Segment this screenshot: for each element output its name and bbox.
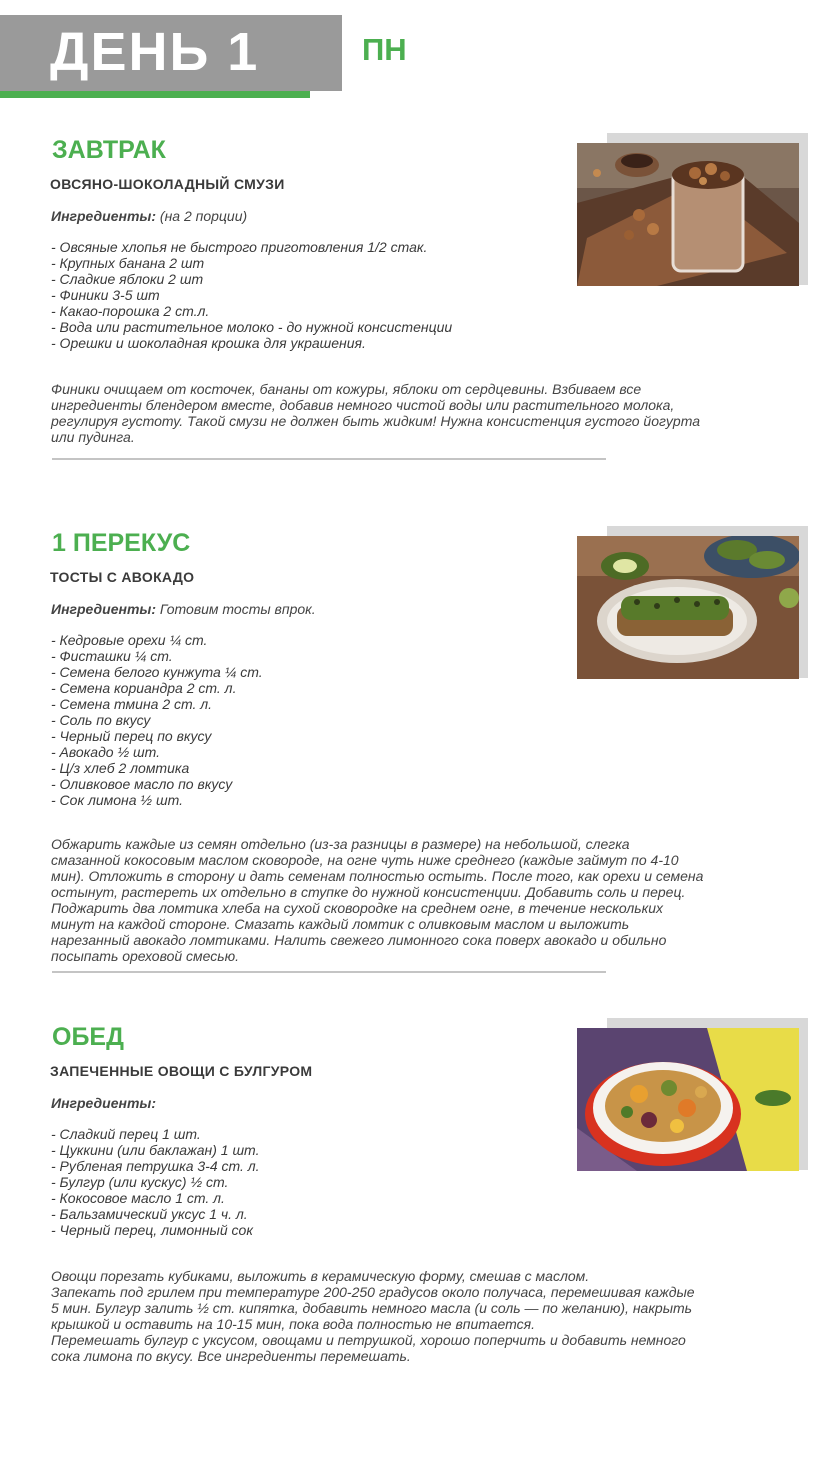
ingredient-item: - Кокосовое масло 1 ст. л.: [51, 1190, 225, 1206]
section-divider: [52, 971, 606, 973]
meal-title: ЗАВТРАК: [52, 136, 166, 164]
instruction-line: крышкой и оставить на 10-15 мин, пока вода полностью не впитается.: [51, 1316, 536, 1332]
instruction-line: Обжарить каждые из семян отдельно (из-за разницы в размере) на небольшой, слегка: [51, 836, 630, 852]
instruction-line: мин). Отложить в сторону и дать семенам полностью остыть. После того, как орехи и семена: [51, 868, 704, 884]
section-divider: [52, 458, 606, 460]
smoothie-photo: [577, 143, 808, 297]
instruction-line: Овощи порезать кубиками, выложить в керамическую форму, смешав с маслом.: [51, 1268, 590, 1284]
instructions: [51, 836, 811, 964]
avocado-toast-photo: [577, 536, 808, 690]
bulgur-vegetables-image: [577, 1028, 799, 1171]
instructions: [51, 381, 811, 445]
ingredients-list: [51, 632, 263, 808]
ingredient-item: - Соль по вкусу: [51, 712, 151, 728]
instructions: [51, 1268, 811, 1364]
ingredient-item: - Крупных банана 2 шт: [51, 255, 205, 271]
ingredient-item: - Сладкие яблоки 2 шт: [51, 271, 204, 287]
instruction-line: нарезанный авокадо ломтиками. Налить свежего лимонного сока поверх авокадо и обильно: [51, 932, 667, 948]
ingredient-item: - Булгур (или кускус) ½ ст.: [51, 1174, 229, 1190]
ingredient-item: - Семена тмина 2 ст. л.: [51, 696, 213, 712]
instruction-line: Финики очищаем от косточек, бананы от кожуры, яблоки от сердцевины. Взбиваем все: [51, 381, 642, 397]
ingredient-item: - Черный перец, лимонный сок: [51, 1222, 253, 1238]
instruction-line: 5 мин. Булгур залить ½ ст. кипятка, добавить немного масла (и соль — по желанию), накрыть: [51, 1300, 693, 1316]
ingredient-item: - Кедровые орехи ¼ ст.: [51, 632, 208, 648]
ingredient-item: - Рубленая петрушка 3-4 ст. л.: [51, 1158, 260, 1174]
instruction-line: Перемешать булгур с уксусом, овощами и петрушкой, хорошо поперчить и добавить немного: [51, 1332, 686, 1348]
ingredient-item: - Черный перец по вкусу: [51, 728, 212, 744]
instruction-line: ингредиенты блендером вместе, добавив немного чистой воды или растительного молока,: [51, 397, 675, 413]
ingredient-item: - Финики 3-5 шт: [51, 287, 160, 303]
dish-title: ТОСТЫ С АВОКАДО: [50, 569, 195, 585]
ingredient-item: - Какао-порошка 2 ст.л.: [51, 303, 210, 319]
day-green-bar: [0, 91, 310, 98]
ingredient-item: - Семена кориандра 2 ст. л.: [51, 680, 237, 696]
dish-title: ЗАПЕЧЕННЫЕ ОВОЩИ С БУЛГУРОМ: [50, 1063, 313, 1079]
day-title: ДЕНЬ 1: [50, 22, 260, 82]
instruction-line: смазанной кокосовым маслом сковороде, на огне чуть ниже среднего (каждые займут по 4-10: [51, 852, 679, 868]
ingredient-item: - Оливковое масло по вкусу: [51, 776, 233, 792]
instruction-line: посыпать ореховой смесью.: [51, 948, 240, 964]
meal-title: ОБЕД: [52, 1023, 124, 1051]
ingredient-item: - Ц/з хлеб 2 ломтика: [51, 760, 190, 776]
ingredient-item: - Вода или растительное молоко - до нужной консистенции: [51, 319, 453, 335]
ingredients-heading: Ингредиенты: Готовим тосты впрок.: [51, 601, 316, 617]
instruction-line: или пудинга.: [51, 429, 135, 445]
ingredient-item: - Сладкий перец 1 шт.: [51, 1126, 201, 1142]
ingredients-list: [51, 1126, 260, 1238]
instruction-line: регулируя густоту. Такой смузи не должен быть жидким! Нужна консистенция густого йогурта: [51, 413, 700, 429]
ingredient-item: - Сок лимона ½ шт.: [51, 792, 183, 808]
instruction-line: минут на каждой стороне. Смазать каждый ломтик с оливковым маслом и выложить: [51, 916, 630, 932]
ingredient-item: - Овсяные хлопья не быстрого приготовления 1/2 стак.: [51, 239, 428, 255]
bulgur-vegetables-photo: [577, 1028, 808, 1182]
ingredients-heading: Ингредиенты:: [51, 1095, 157, 1111]
ingredient-item: - Семена белого кунжута ¼ ст.: [51, 664, 263, 680]
smoothie-image: [577, 143, 799, 286]
instruction-line: Поджарить два ломтика хлеба на сухой сковородке на среднем огне, в течение нескольких: [51, 900, 663, 916]
ingredient-item: - Орешки и шоколадная крошка для украшения.: [51, 335, 366, 351]
ingredient-item: - Фисташки ¼ ст.: [51, 648, 173, 664]
ingredient-item: - Цуккини (или баклажан) 1 шт.: [51, 1142, 260, 1158]
ingredient-item: - Бальзамический уксус 1 ч. л.: [51, 1206, 248, 1222]
dish-title: ОВСЯНО-ШОКОЛАДНЫЙ СМУЗИ: [50, 176, 285, 192]
ingredient-item: - Авокадо ½ шт.: [51, 744, 161, 760]
instruction-line: остынут, растереть их отдельно в ступке до нужной консистенции. Добавить соль и перец.: [51, 884, 686, 900]
weekday-label: ПН: [362, 32, 407, 67]
ingredients-heading: Ингредиенты: (на 2 порции): [51, 208, 248, 224]
ingredients-list: [51, 239, 452, 351]
avocado-toast-image: [577, 536, 799, 679]
instruction-line: сока лимона по вкусу. Все ингредиенты перемешать.: [51, 1348, 411, 1364]
instruction-line: Запекать под грилем при температуре 200-250 градусов около получаса, перемешивая каждые: [51, 1284, 695, 1300]
meal-title: 1 ПЕРЕКУС: [52, 529, 191, 557]
